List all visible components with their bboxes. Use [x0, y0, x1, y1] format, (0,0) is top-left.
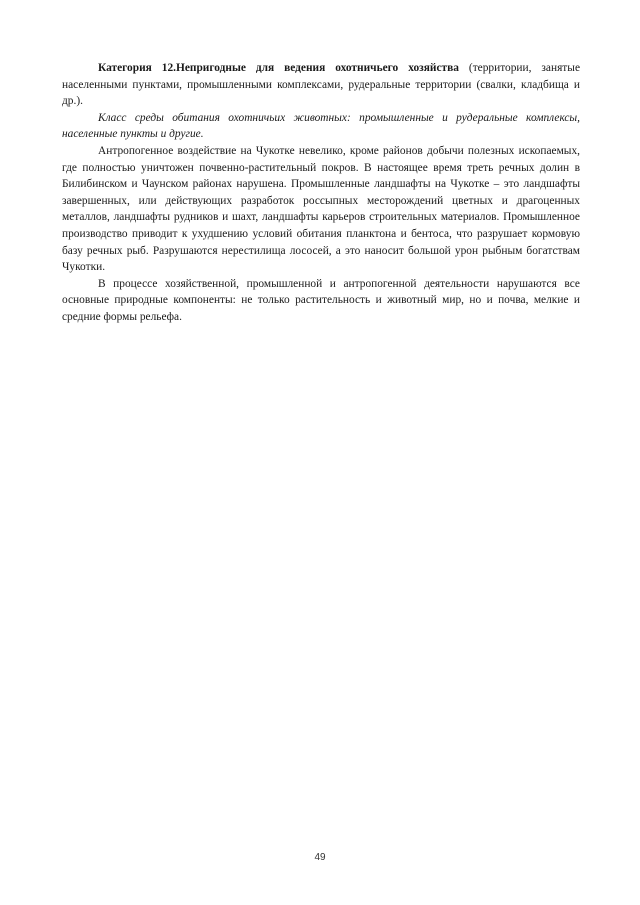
category-description: (территории, занятые населенными пунктами, промышленными комплексами, рудеральные территории (свалки, кладбища и др.). — [62, 62, 580, 108]
page-number: 49 — [314, 852, 326, 863]
paragraph-natural-components: В процессе хозяйственной, промышленной и антропогенной деятельности нарушаются все основные природные компоненты: не только растительность и животный мир, но и почва, мелкие и средние формы рельефа. — [62, 277, 580, 323]
document-body — [62, 60, 580, 326]
category-heading: Категория 12.Непригодные для ведения охотничьего хозяйства — [98, 62, 459, 74]
paragraph-category-12 — [62, 60, 580, 110]
paragraph-anthropogenic-impact: Антропогенное воздействие на Чукотке невелико, кроме районов добычи полезных ископаемых, где полностью уничтожен почвенно-растительный покров. В настоящее время треть речных долин в Билибинском и Чаунском районах нарушена. Промышленные ландшафты на Чукотке – это ландшафты завершенных, или действующих разработок россыпных месторождений цветных и драгоценных металлов, ландшафты рудников и шахт, ландшафты карьеров строительных материалов. Промышленное производство приводит к ухудшению условий обитания планктона и бентоса, что разрушает кормовую базу речных рыб. Разрушаются нерестилища лососей, а это наносит большой урон рыбным богатствам Чукотки. — [62, 144, 580, 274]
paragraph-habitat-class: Класс среды обитания охотничьих животных: промышленные и рудеральные комплексы, населенные пункты и другие. — [62, 111, 580, 141]
